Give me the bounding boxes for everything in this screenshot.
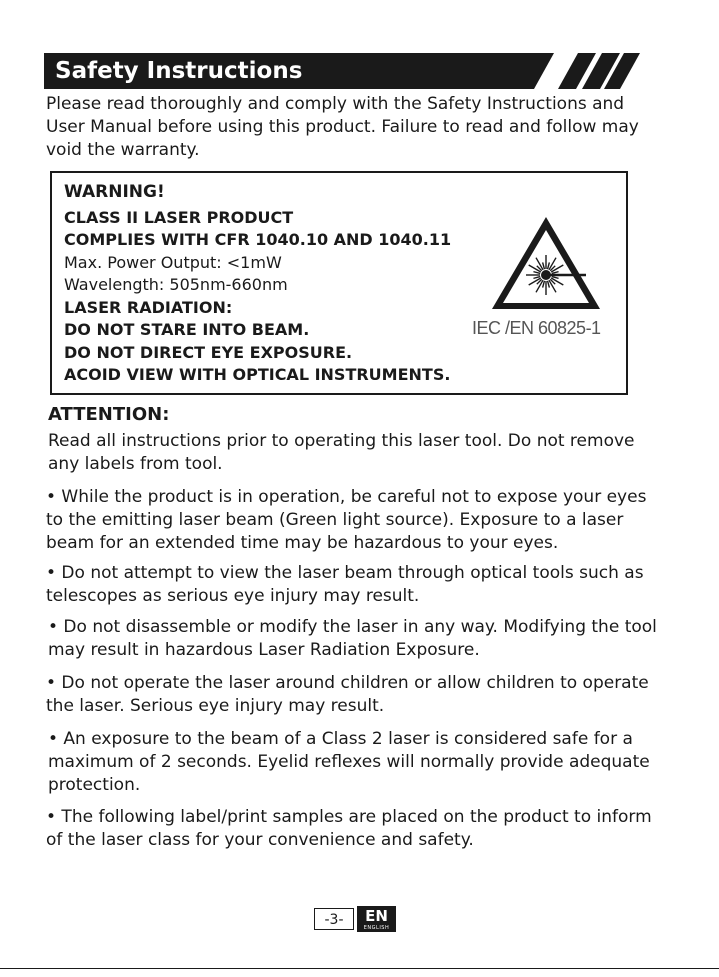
warning-complies: COMPLIES WITH CFR 1040.10 AND 1040.11 (64, 230, 452, 249)
section-header (44, 53, 640, 89)
language-badge (357, 906, 396, 932)
list-item: • Do not attempt to view the laser beam through optical tools such as telescopes as serious eye injury may result. (46, 563, 644, 606)
warning-power: Max. Power Output: <1mW (64, 252, 282, 272)
warning-text (64, 181, 451, 387)
warning-direct: DO NOT DIRECT EYE EXPOSURE. (64, 342, 353, 362)
list-item: • While the product is in operation, be careful not to expose your eyes to the emitting laser beam (Green light source). Exposure to a laser beam for an extended time may be hazardous to your eyes. (46, 487, 647, 553)
warning-box (50, 171, 628, 395)
warning-avoid: ACOID VIEW WITH OPTICAL INSTRUMENTS. (64, 365, 451, 384)
page-number: -3- (314, 908, 354, 930)
intro-paragraph: Please read thoroughly and comply with the Safety Instructions and User Manual before using this product. Failure to read and follow may void the warranty. (46, 94, 639, 160)
language-name: ENGLISH (363, 925, 390, 931)
attention-title: ATTENTION: (48, 404, 170, 425)
list-item: • Do not disassemble or modify the laser in any way. Modifying the tool may result in hazardous Laser Radiation Exposure. (48, 617, 657, 660)
warning-stare: DO NOT STARE INTO BEAM. (64, 320, 310, 339)
page-title: Safety Instructions (55, 58, 303, 84)
warning-radiation: LASER RADIATION: (64, 297, 233, 317)
warning-title: WARNING! (64, 182, 165, 202)
bottom-divider (0, 968, 719, 969)
attention-text: Read all instructions prior to operating this laser tool. Do not remove any labels from tool. (48, 431, 635, 474)
warning-wavelength: Wavelength: 505nm-660nm (64, 275, 288, 294)
warning-class: CLASS II LASER PRODUCT (64, 207, 294, 227)
list-item: • Do not operate the laser around children or allow children to operate the laser. Serious eye injury may result. (46, 673, 649, 716)
iec-standard-label: IEC /EN 60825-1 (472, 318, 601, 338)
laser-warning-icon (486, 213, 606, 313)
list-item: • The following label/print samples are placed on the product to inform of the laser class for your convenience and safety. (46, 807, 652, 850)
list-item: • An exposure to the beam of a Class 2 laser is considered safe for a maximum of 2 seconds. Eyelid reflexes will normally provide adequate protection. (48, 729, 650, 795)
language-code: EN (365, 907, 388, 925)
